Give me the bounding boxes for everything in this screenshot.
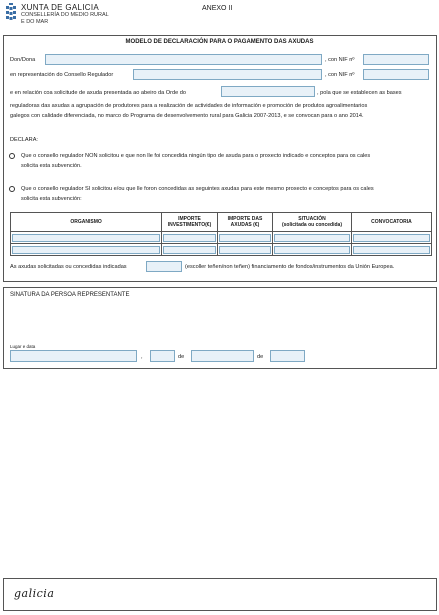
paragraph-line1: reguladoras das axudas a agrupación de produtores para a realización de actividades de información e promoción de produtos agroalimentarios (10, 103, 368, 109)
table-cell[interactable] (11, 244, 162, 256)
table-cell[interactable] (11, 232, 162, 244)
col-importe-investimento: IMPORTE INVESTIMENTO(€) (162, 213, 218, 232)
xunta-emblem-icon (4, 3, 18, 23)
year-field[interactable] (270, 350, 305, 362)
table-cell[interactable] (273, 244, 352, 256)
galicia-logo-text: galicia (14, 587, 55, 600)
funding-prefix: As axudas solicitadas ou concedidas indicadas (10, 264, 127, 270)
table-row (11, 244, 432, 256)
org-line1: XUNTA DE GALICIA (21, 3, 100, 12)
nif-label-2: , con NIF nº (325, 72, 355, 78)
aids-table (10, 212, 432, 256)
nif-field-1[interactable] (363, 54, 429, 65)
annex-label: ANEXO II (202, 5, 233, 12)
signature-title: SINATURA DA PERSOA REPRESENTANTE (10, 292, 130, 298)
table-cell[interactable] (162, 244, 218, 256)
funding-suffix: (escoller teñen/non teñen) financiamento de fondos/instrumentos da Unión Europea. (185, 264, 395, 270)
table-cell[interactable] (217, 244, 272, 256)
date-sep-de-1: de (178, 354, 185, 360)
name-field[interactable] (45, 54, 322, 65)
paragraph-line2: galegos con calidade diferenciada, no marco do Programa de desenvolvemento rural para Galicia 2007-2013, e se convocan para o ano 2014. (10, 113, 364, 119)
month-field[interactable] (191, 350, 254, 362)
table-cell[interactable] (217, 232, 272, 244)
org-line3: E DO MAR (21, 19, 49, 25)
relation-label: e en relación coa solicitude de axuda presentada ao abeiro da Orde do (10, 90, 187, 96)
table-cell[interactable] (351, 244, 431, 256)
option-yes-radio[interactable] (9, 186, 15, 192)
table-cell[interactable] (351, 232, 431, 244)
col-organismo: ORGANISMO (11, 213, 162, 232)
table-cell[interactable] (162, 232, 218, 244)
table-cell[interactable] (273, 232, 352, 244)
funding-choice-field[interactable] (146, 261, 182, 272)
representation-label: en representación do Consello Regulador (10, 72, 114, 78)
regulatory-council-field[interactable] (133, 69, 322, 80)
option-yes-line2: solicita esta subvención: (21, 196, 82, 202)
day-field[interactable] (150, 350, 175, 362)
don-label: Don/Dona (10, 57, 36, 63)
declara-label: DECLARA: (10, 137, 38, 143)
form-title: MODELO DE DECLARACIÓN PARA O PAGAMENTO DAS AXUDAS (125, 39, 314, 45)
option-none-radio[interactable] (9, 153, 15, 159)
col-convocatoria: CONVOCATORIA (351, 213, 431, 232)
bases-text: , pola que se establecen as bases (317, 90, 402, 96)
place-field[interactable] (10, 350, 137, 362)
org-name (21, 3, 109, 26)
galicia-logo (14, 584, 54, 602)
org-line2: CONSELLERÍA DO MEDIO RURAL (21, 12, 109, 18)
footer-frame (3, 578, 437, 611)
col-situacion: SITUACIÓN (solicitada ou concedida) (273, 213, 352, 232)
table-header-row (11, 213, 432, 232)
date-sep-de-2: de (257, 354, 264, 360)
option-yes-line1: Que o consello regulador SI solicitou e/ou que lle foron concedidas as seguintes axudas para este mesmo proxecto e conceptos para os cales (21, 186, 374, 192)
order-date-field[interactable] (221, 86, 315, 97)
place-date-label: Lugar e data (10, 344, 36, 349)
option-none-line2: solicita esta subvención. (21, 163, 82, 169)
col-importe-axudas: IMPORTE DAS AXUDAS (€) (217, 213, 272, 232)
nif-label-1: , con NIF nº (325, 57, 355, 63)
date-sep-comma: , (141, 354, 143, 360)
xunta-logo (4, 3, 18, 23)
table-row (11, 232, 432, 244)
option-none-line1: Que o consello regulador NON solicitou e que non lle foi concedida ningún tipo de axuda para o proxecto indicado e conceptos para os cales (21, 153, 371, 159)
nif-field-2[interactable] (363, 69, 429, 80)
